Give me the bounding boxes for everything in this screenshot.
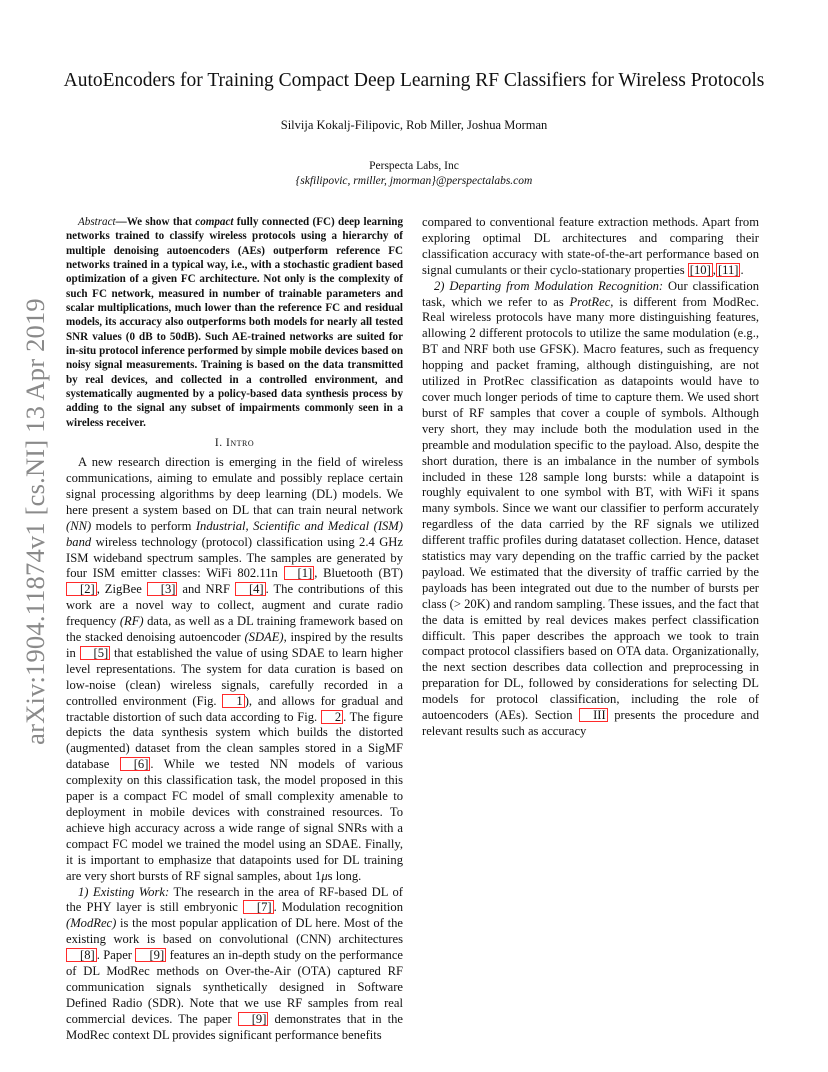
citation-link[interactable]: [2] [66, 582, 97, 596]
subsection-heading: 2) Departing from Modulation Recognition: [434, 278, 664, 293]
arxiv-stamp [20, 296, 50, 746]
section-title: Intro [225, 437, 255, 450]
citation-link[interactable]: [1] [284, 566, 315, 580]
figure-link[interactable]: 2 [321, 710, 343, 724]
existing-work-paragraph: 1) Existing Work: The research in the area of RF-based DL of the PHY layer is still embryonic [7] . Modulation recognition (ModRec) is the most popular application of DL here. Most of the existing work is based on convolutional (CNN) architectures [8] . Paper [9] features an in-depth study on the performance of DL ModRec methods on Over-the-Air (OTA) captured RF communication signals synthetically designed in Software Defined Radio (SDR). Note that we use RF samples from real commercial devices. The paper [9] demonstrates that in the ModRec context DL provides significant performance benefits [66, 884, 403, 1042]
paper-emails: {skfilipovic, rmiller, jmorman}@perspectalabs.com [295, 175, 533, 187]
citation-link[interactable]: [9] [135, 948, 166, 962]
citation-link[interactable]: [5] [80, 646, 111, 660]
citation-link[interactable]: [11] [717, 262, 739, 277]
abstract-emphasis: compact [195, 216, 234, 228]
arxiv-id: arXiv:1904.11874v1 [cs.NI] 13 Apr 2019 [19, 297, 50, 745]
citation-link[interactable]: [6] [120, 757, 151, 771]
existing-work-continued: compared to conventional feature extraction methods. Apart from exploring optimal DL architectures and comparing their classification accuracy with state-of-the-art performance based on signal cumulants or their cyclo-stationary properties [10] , [11] . [422, 215, 759, 277]
paper-affiliation: Perspecta Labs, Inc [369, 160, 459, 172]
citation-link[interactable]: [4] [235, 582, 266, 596]
intro-paragraph: A new research direction is emerging in the field of wireless communications, aiming to emulate and possibly replace certain signal processing algorithms by deep learning (DL) models. We here present a system based on DL that can train neural network (NN) models to perform Industrial, Scientific and Medical (ISM) band wireless technology (protocol) classification using 2.4 GHz ISM wideband spectrum samples. The samples are generated by four ISM emitter classes: WiFi 802.11n [1] , Bluetooth (BT) [2] , ZigBee [3] and NRF [4] . The contributions of this work are a novel way to collect, augment and curate radio frequency (RF) data, as well as a DL training framework based on the stacked denoising autoencoder (SDAE), inspired by the results in [5] that established the value of using SDAE to learn higher level representations. The system for data curation is based on low-noise (clean) wireless signals, carefully recorded in a controlled environment (Fig. 1 ), and allows for gradual and tractable distortion of such data according to Fig. 2 . The figure depicts the data synthesis system which builds the distorted (augmented) dataset from the clean samples stored in a SigMF database [6] . While we tested NN models of various complexity on this classification task, the model proposed in this paper is a compact FC model of small complexity amenable to deployment in mobile devices with constrained resources. To achieve high accuracy across a wide range of signal SNRs with a compact FC model we trained the model using an SDAE. Finally, it is important to emphasize that datapoints used for DL training are very short bursts of RF signal samples, about 1μs long. [66, 455, 403, 883]
departing-paragraph: 2) Departing from Modulation Recognition: Our classification task, which we refer to as ProtRec, is different from ModRec. Real wireless protocols have many more distinguishing features, allowing 2 different protocols to utilize the same modulation (e.g., BT and NRF both use GFSK). Macro features, such as frequency hopping and packet framing, although distinguishing, are not utilized in ProtRec classification as datapoints would have to cover much longer periods of time to capture them. We used short burst of RF samples that cover a couple of symbols. Although very short, they may include both the modulation used in the preamble and modulation specific to the payload. Also, despite the short duration, there is an imbalance in the number of symbols included in these 128 sample long bursts: while a datapoint is roughly equivalent to one symbol with BT, with WiFi it spans many symbols. Since we want our classifier to perform accurately regardless of the data carried by the RF signals we utilized different traffic profiles during datataset collection. Hence, dataset statistics may vary depending on the traffic carried by the packet payload. We estimated that the diversity of traffic carried by the payloads has been integrated out due to the number of bursts per class (> 20K) and random sampling. These issues, and the fact that the data is emitted by real devices makes perfect classification difficult. This paper describes the approach we took to train compact protocol classifiers based on OTA data. Organizationally, the next section describes data collection and preprocessing in preparation for DL, followed by considerations for selecting DL models for protocol classification, including the role of autoencoders (AEs). Section III presents the procedure and relevant results such as accuracy [422, 278, 760, 738]
citation-link[interactable]: [3] [147, 582, 178, 596]
paper-authors: Silvija Kokalj-Filipovic, Rob Miller, Joshua Morman [280, 118, 548, 132]
citation-link[interactable]: [10] [689, 262, 711, 277]
left-column [66, 215, 403, 1044]
paper-title: AutoEncoders for Training Compact Deep Learning RF Classifiers for Wireless Protocols [63, 70, 765, 91]
abstract-text-2: fully connected (FC) deep learning networks trained to classify wireless protocols using a hierarchy of multiple denoising autoencoders (AEs) outperform reference FC networks trained in a typical way, i.e., with a stochastic gradient based optimization of a given FC architecture. Not only is the complexity of such FC network, measured in number of trainable parameters and scalar multiplications, much lower than the reference FC and residual models, its accuracy also outperforms both models for nearly all tested SNR values (0 dB to 50dB). Such AE-trained networks are suited for in-situ protocol inference performed by simple mobile devices based on noisy signal measurements. Training is based on the data transmitted by real devices, and collected in a controlled environment, and systematically augmented by a policy-based data synthesis process by adding to the signal any subset of impairments commonly seen in a wireless receiver. [66, 216, 403, 429]
abstract-dash: — [115, 216, 127, 228]
abstract-label: Abstract [78, 216, 116, 228]
citation-link[interactable]: [7] [243, 900, 274, 914]
abstract [66, 215, 403, 430]
section-heading-intro [66, 436, 403, 452]
figure-link[interactable]: 1 [222, 694, 244, 708]
citation-link[interactable]: [9] [238, 1012, 269, 1026]
section-number: I. [214, 437, 226, 450]
citation-link[interactable]: [8] [66, 948, 97, 962]
section-link[interactable]: III [579, 708, 608, 722]
abstract-text-1: We show that [126, 216, 196, 228]
right-column [422, 215, 759, 740]
subsection-heading: 1) Existing Work: [78, 884, 170, 899]
